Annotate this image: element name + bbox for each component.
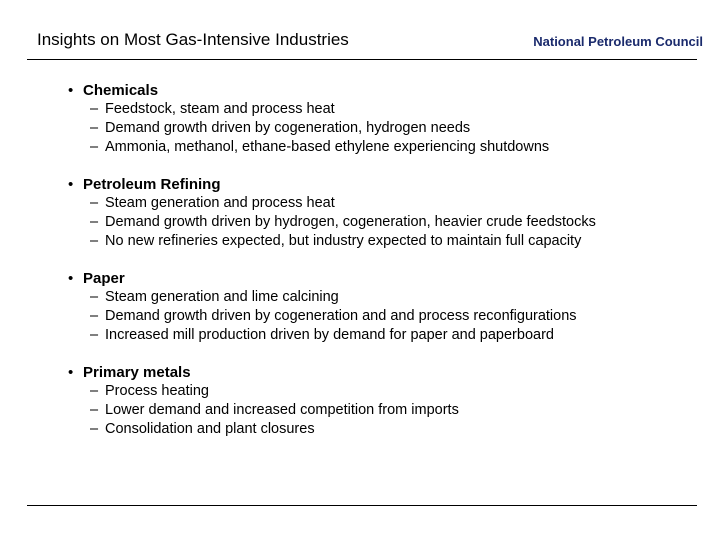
- sub-item: – Demand growth driven by cogeneration and and process reconfigurations: [90, 308, 577, 324]
- dash-icon: –: [90, 402, 99, 418]
- dash-icon: –: [90, 421, 99, 437]
- dash-icon: –: [90, 214, 99, 230]
- sub-item: – Ammonia, methanol, ethane-based ethylene experiencing shutdowns: [90, 139, 550, 155]
- dash-icon: –: [90, 120, 99, 136]
- sub-item: – Demand growth driven by hydrogen, cogeneration, heavier crude feedstocks: [90, 214, 596, 230]
- section-heading: Chemicals: [83, 82, 159, 99]
- bullet-icon: •: [68, 270, 74, 287]
- dash-icon: –: [90, 233, 99, 249]
- dash-icon: –: [90, 383, 99, 399]
- sub-item: – Steam generation and lime calcining: [90, 289, 339, 305]
- dash-icon: –: [90, 139, 99, 155]
- section-heading: Primary metals: [83, 364, 191, 381]
- footer-divider: [27, 505, 697, 506]
- section-heading: Paper: [83, 270, 125, 287]
- sub-item: – Increased mill production driven by demand for paper and paperboard: [90, 327, 554, 343]
- dash-icon: –: [90, 195, 99, 211]
- organization-name: National Petroleum Council: [533, 34, 703, 49]
- bullet-content: [68, 81, 698, 457]
- dash-icon: –: [90, 308, 99, 324]
- dash-icon: –: [90, 327, 99, 343]
- section-heading: Petroleum Refining: [83, 176, 221, 193]
- sub-item: – Steam generation and process heat: [90, 195, 335, 211]
- sub-item: – Demand growth driven by cogeneration, hydrogen needs: [90, 120, 471, 136]
- section-primary-metals: [68, 363, 698, 439]
- bullet-icon: •: [68, 82, 74, 99]
- section-petroleum-refining: [68, 175, 698, 251]
- bullet-icon: •: [68, 176, 74, 193]
- slide-title: Insights on Most Gas-Intensive Industries: [37, 30, 349, 49]
- sub-item: – Feedstock, steam and process heat: [90, 101, 335, 117]
- section-chemicals: [68, 81, 698, 157]
- dash-icon: –: [90, 289, 99, 305]
- sub-item: – Process heating: [90, 383, 209, 399]
- sub-item: – Consolidation and plant closures: [90, 421, 315, 437]
- section-paper: [68, 269, 698, 345]
- dash-icon: –: [90, 101, 99, 117]
- sub-item: – Lower demand and increased competition from imports: [90, 402, 459, 418]
- sub-item: – No new refineries expected, but industry expected to maintain full capacity: [90, 233, 582, 249]
- header-divider: [27, 59, 697, 60]
- bullet-icon: •: [68, 364, 74, 381]
